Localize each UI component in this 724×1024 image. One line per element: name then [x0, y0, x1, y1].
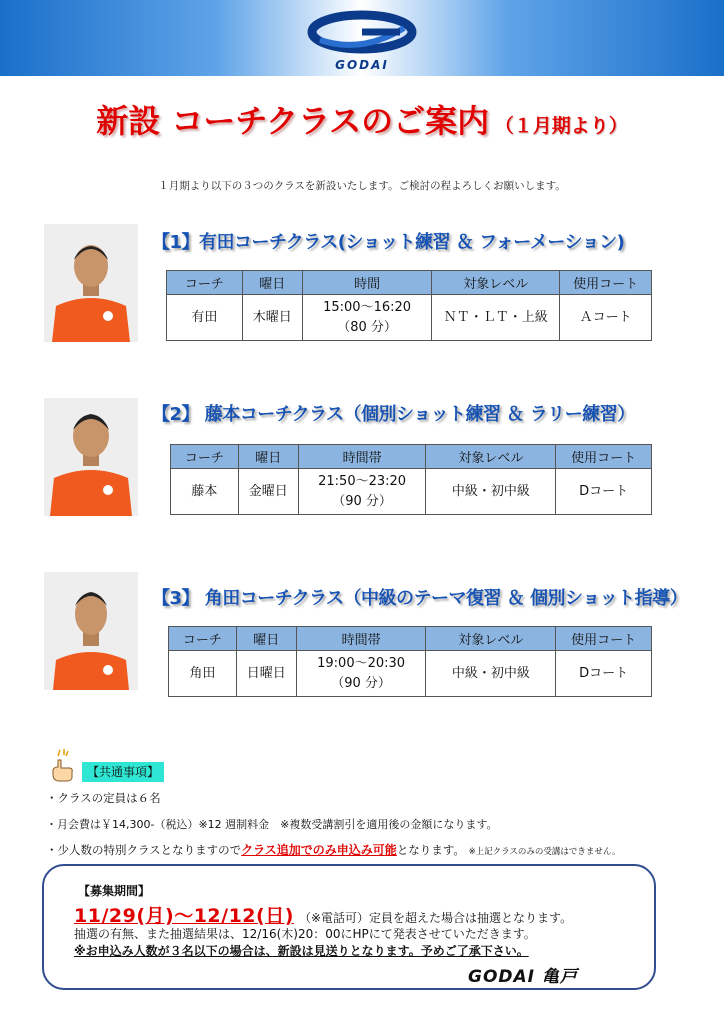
note-capacity: ・クラスの定員は６名 — [46, 791, 161, 805]
court-cell: Dコート — [556, 469, 652, 515]
level-cell: 中級・初中級 — [426, 651, 556, 697]
class-table-3 — [168, 626, 652, 697]
coach-cell: 有田 — [167, 295, 243, 341]
level-cell: ＮＴ・ＬＴ・上級 — [432, 295, 560, 341]
table-row — [169, 651, 652, 697]
recruit-cancel-note: ※お申込み人数が３名以下の場合は、新設は見送りとなります。予めご了承下さい。 — [74, 944, 529, 958]
court-cell: Dコート — [556, 651, 652, 697]
pointing-hand-icon — [50, 748, 76, 782]
coach-photo-icon — [44, 572, 138, 690]
coach-photo-fujimoto — [44, 398, 138, 516]
time-range: 15:00～16:20 — [323, 299, 412, 315]
time-duration: （90 分） — [331, 675, 391, 691]
recruit-heading: 【募集期間】 — [78, 884, 151, 898]
pointing-hand-icon-svg — [50, 748, 76, 782]
coach-photo-arita — [44, 224, 138, 342]
coach-photo-icon — [44, 398, 138, 516]
day-cell: 日曜日 — [236, 651, 296, 697]
court-cell: Ａコート — [560, 295, 652, 341]
coach-photo-tsunoda — [44, 572, 138, 690]
col-header: 対象レベル — [432, 271, 560, 295]
page-title-main: 新設 コーチクラスのご案内 — [96, 102, 490, 140]
col-header: コーチ — [171, 445, 239, 469]
table-header-row — [169, 627, 652, 651]
note-enrollment — [46, 841, 620, 858]
time-cell — [298, 469, 426, 515]
time-range: 21:50～23:20 — [318, 473, 407, 489]
recruit-period — [74, 901, 572, 928]
time-duration: （90 分） — [332, 493, 392, 509]
table-row — [171, 469, 652, 515]
time-duration: （80 分） — [337, 319, 397, 335]
time-range: 19:00～20:30 — [317, 655, 406, 671]
col-header: コーチ — [167, 271, 243, 295]
class-table-2 — [170, 444, 652, 515]
col-header: 時間 — [302, 271, 432, 295]
intro-text: １月期より以下の３つのクラスを新設いたします。ご検討の程よろしくお願いします。 — [158, 180, 566, 192]
col-header: 曜日 — [236, 627, 296, 651]
common-notes-heading: 【共通事項】 — [82, 762, 164, 782]
logo-text: GODAI — [335, 58, 389, 72]
section-title-1: 【1】有田コーチクラス(ショット練習 ＆ フォーメーション) — [152, 232, 625, 253]
col-header: 時間帯 — [296, 627, 426, 651]
note-enrollment-pre: ・少人数の特別クラスとなりますので — [46, 843, 242, 857]
col-header: 時間帯 — [298, 445, 426, 469]
col-header: 使用コート — [556, 627, 652, 651]
col-header: 対象レベル — [426, 445, 556, 469]
page-title-sub: （１月期より） — [494, 115, 628, 137]
page-title — [0, 96, 724, 142]
col-header: 曜日 — [238, 445, 298, 469]
godai-logo — [300, 10, 424, 72]
section-title-3: 【3】 角田コーチクラス（中級のテーマ復習 ＆ 個別ショット指導） — [152, 588, 688, 609]
note-enrollment-highlight: クラス追加でのみ申込み可能 — [241, 843, 397, 857]
col-header: 曜日 — [242, 271, 302, 295]
recruit-lottery-note: 抽選の有無、また抽選結果は、12/16(木)20：00にHPにて発表させていただきます。 — [74, 927, 536, 941]
coach-cell: 藤本 — [171, 469, 239, 515]
day-cell: 金曜日 — [238, 469, 298, 515]
brand-footer: GODAI 亀戸 — [468, 967, 578, 987]
time-cell — [302, 295, 432, 341]
recruit-dates: 11/29(月)～12/12(日) — [74, 905, 294, 927]
coach-photo-icon — [44, 224, 138, 342]
note-fee: ・月会費は￥14,300-（税込）※12 週制料金 ※複数受講割引を適用後の金額になります。 — [46, 818, 498, 831]
table-row — [167, 295, 652, 341]
recruit-dates-note: （※電話可）定員を超えた場合は抽選となります。 — [298, 911, 573, 925]
col-header: 対象レベル — [426, 627, 556, 651]
col-header: 使用コート — [560, 271, 652, 295]
level-cell: 中級・初中級 — [426, 469, 556, 515]
table-header-row — [167, 271, 652, 295]
note-enrollment-post: となります。 — [396, 843, 465, 857]
day-cell: 木曜日 — [242, 295, 302, 341]
col-header: コーチ — [169, 627, 237, 651]
col-header: 使用コート — [556, 445, 652, 469]
logo-swoosh-icon — [300, 10, 424, 58]
time-cell — [296, 651, 426, 697]
section-title-2: 【2】 藤本コーチクラス（個別ショット練習 ＆ ラリー練習） — [152, 404, 635, 425]
table-header-row — [171, 445, 652, 469]
class-table-1 — [166, 270, 652, 341]
coach-cell: 角田 — [169, 651, 237, 697]
note-enrollment-small: ※上記クラスのみの受講はできません。 — [468, 847, 621, 857]
